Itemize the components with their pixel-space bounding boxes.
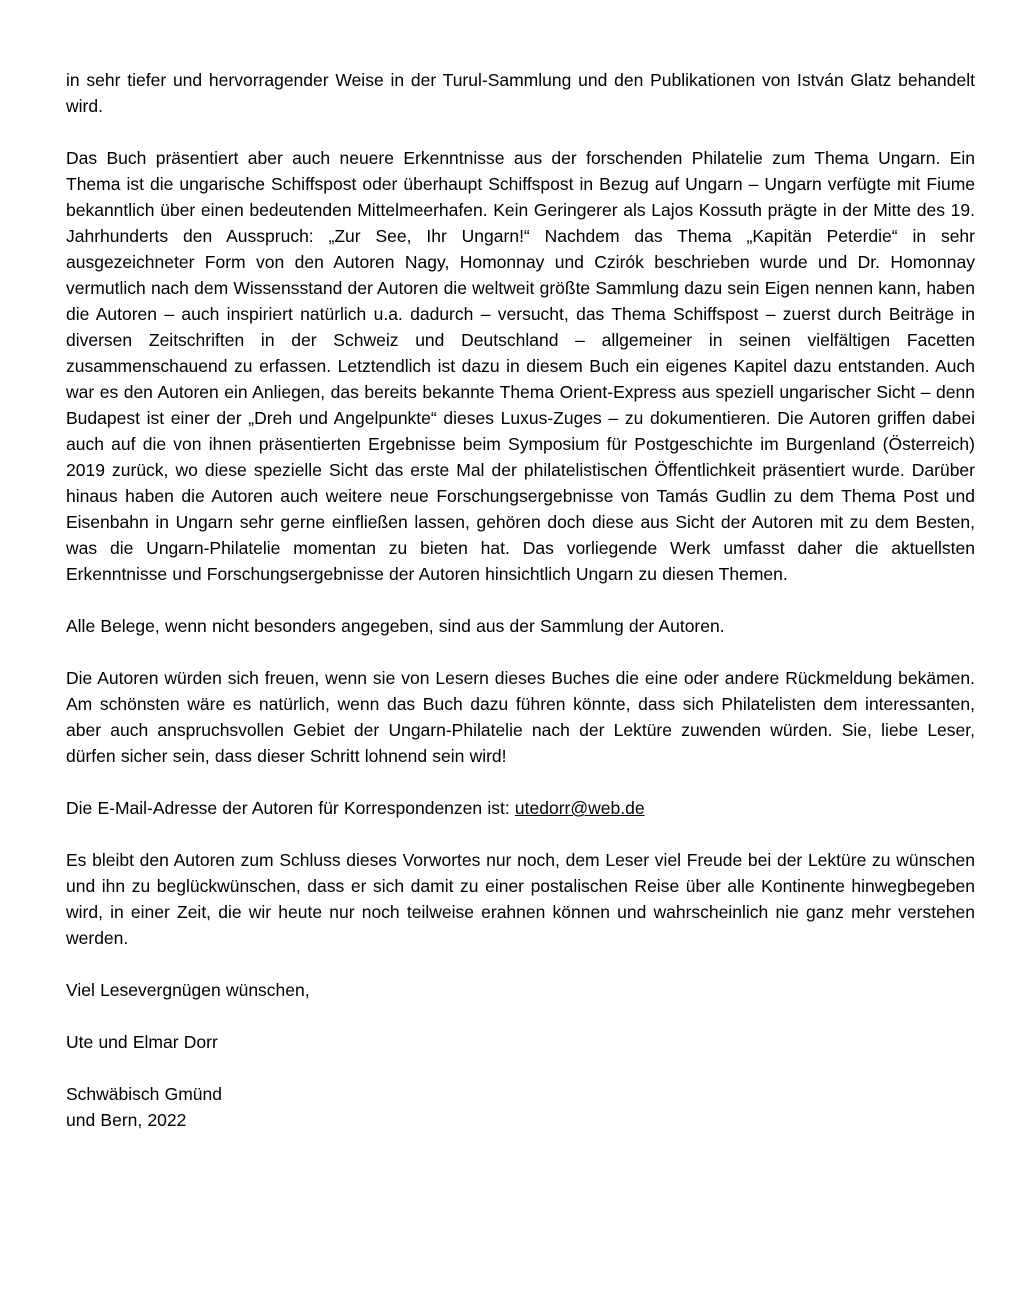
paragraph-belege-note: Alle Belege, wenn nicht besonders angegeben, sind aus der Sammlung der Autoren. xyxy=(66,616,725,636)
paragraph-email xyxy=(66,795,975,821)
email-link[interactable]: utedorr@web.de xyxy=(514,798,645,818)
paragraph-place-line1: Schwäbisch Gmünd xyxy=(66,1084,222,1104)
email-prefix-text: Die E-Mail-Adresse der Autoren für Korrespondenzen ist: xyxy=(66,798,515,818)
paragraph-signature: Ute und Elmar Dorr xyxy=(66,1032,218,1052)
paragraph-closing-wishes: Es bleibt den Autoren zum Schluss dieses Vorwortes nur noch, dem Leser viel Freude bei der Lektüre zu wünschen und ihn zu beglückwünschen, dass er sich damit zu einer postalischen Reise über alle Kontinente hinwegbegeben wird, in einer Zeit, die wir heute nur noch teilweise erahnen können und wahrscheinlich nie ganz mehr verstehen werden. xyxy=(66,850,975,948)
paragraph-place-line2: und Bern, 2022 xyxy=(66,1110,187,1130)
paragraph-valediction: Viel Lesevergnügen wünschen, xyxy=(66,980,310,1000)
paragraph-intro-continuation: in sehr tiefer und hervorragender Weise in der Turul-Sammlung und den Publikationen von István Glatz behandelt wird. xyxy=(66,70,975,116)
paragraph-reader-feedback: Die Autoren würden sich freuen, wenn sie von Lesern dieses Buches die eine oder andere Rückmeldung bekämen. Am schönsten wäre es natürlich, wenn das Buch dazu führen könnte, dass sich Philatelisten dem interessanten, aber auch anspruchsvollen Gebiet der Ungarn-Philatelie nach der Lektüre zuwenden würden. Sie, liebe Leser, dürfen sicher sein, dass dieser Schritt lohnend sein wird! xyxy=(66,668,975,766)
paragraph-book-overview: Das Buch präsentiert aber auch neuere Erkenntnisse aus der forschenden Philatelie zum Thema Ungarn. Ein Thema ist die ungarische Schiffspost oder überhaupt Schiffspost in Bezug auf Ungarn – Ungarn verfügte mit Fiume bekanntlich über einen bedeutenden Mittelmeerhafen. Kein Geringerer als Lajos Kossuth prägte in der Mitte des 19. Jahrhunderts den Ausspruch: „Zur See, Ihr Ungarn!“ Nachdem das Thema „Kapitän Peterdie“ in sehr ausgezeichneter Form von den Autoren Nagy, Homonnay und Czirók beschrieben wurde und Dr. Homonnay vermutlich nach dem Wissensstand der Autoren die weltweit größte Sammlung dazu sein Eigen nennen kann, haben die Autoren – auch inspiriert natürlich u.a. dadurch – versucht, das Thema Schiffspost – zuerst durch Beiträge in diversen Zeitschriften in der Schweiz und Deutschland – allgemeiner in seinen vielfältigen Facetten zusammenschauend zu erfassen. Letztendlich ist dazu in diesem Buch ein eigenes Kapitel dazu entstanden. Auch war es den Autoren ein Anliegen, das bereits bekannte Thema Orient-Express aus speziell ungarischer Sicht – denn Budapest ist einer der „Dreh und Angelpunkte“ dieses Luxus-Zuges – zu dokumentieren. Die Autoren griffen dabei auch auf die von ihnen präsentierten Ergebnisse beim Symposium für Postgeschichte im Burgenland (Österreich) 2019 zurück, wo diese spezielle Sicht das erste Mal der philatelistischen Öffentlichkeit präsentiert wurde. Darüber hinaus haben die Autoren auch weitere neue Forschungsergebnisse von Tamás Gudlin zu dem Thema Post und Eisenbahn in Ungarn sehr gerne einfließen lassen, gehören doch diese aus Sicht der Autoren mit zu dem Besten, was die Ungarn-Philatelie momentan zu bieten hat. Das vorliegende Werk umfasst daher die aktuellsten Erkenntnisse und Forschungsergebnisse der Autoren hinsichtlich Ungarn zu diesen Themen. xyxy=(66,148,975,584)
